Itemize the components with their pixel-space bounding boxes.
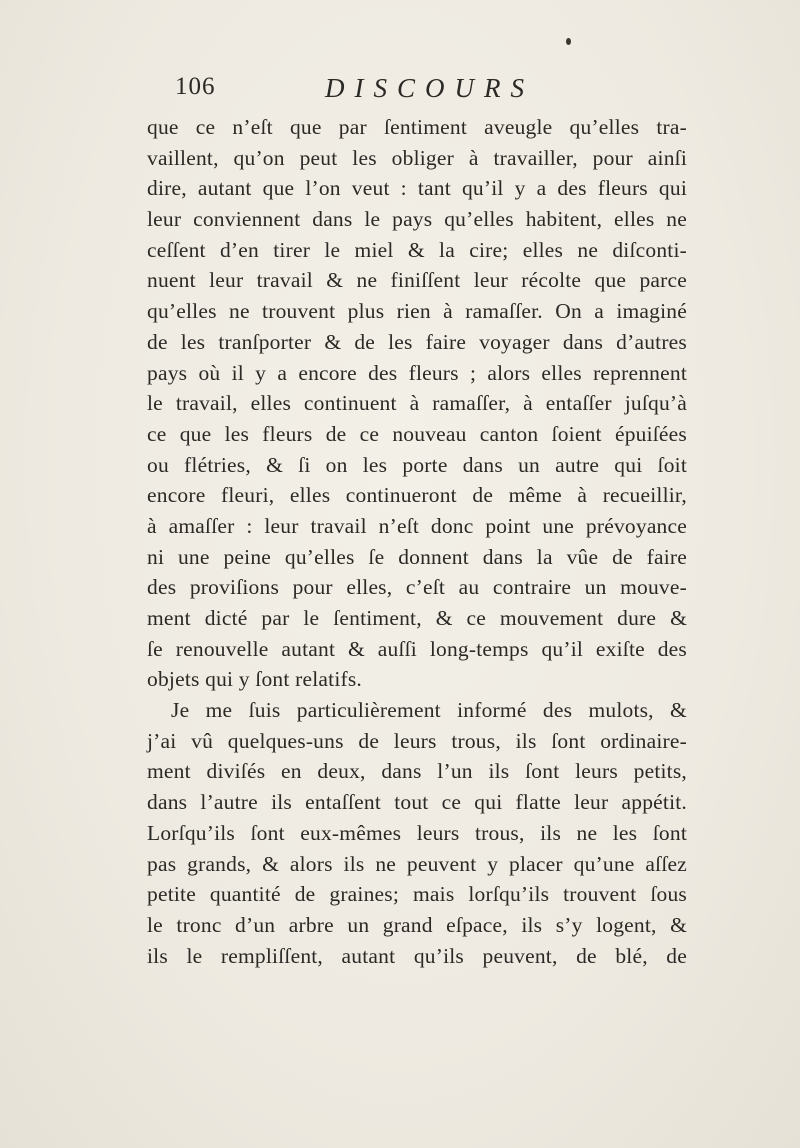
page-header: [175, 73, 715, 109]
text-line: dans l’autre ils entaſſent tout ce qui flatte leur appétit.: [147, 790, 687, 815]
text-line: vaillent, qu’on peut les obliger à travailler, pour ainſi: [147, 145, 687, 170]
ink-spot: [566, 38, 571, 45]
text-line: ment dicté par le ſentiment, & ce mouvement dure &: [147, 606, 687, 630]
text-line: ou flétries, & ſi on les porte dans un autre qui ſoit: [147, 452, 687, 477]
text-line: le tronc d’un arbre un grand eſpace, ils s’y logent, &: [147, 912, 687, 937]
text-line: encore fleuri, elles continueront de même à recueillir,: [147, 483, 687, 508]
body-text: [147, 112, 687, 971]
text-line: j’ai vû quelques-uns de leurs trous, ils ſont ordinaire-: [147, 728, 687, 753]
text-line: ſe renouvelle autant & auſſi long-temps qu’il exiſte des: [147, 636, 687, 661]
text-line: ni une peine qu’elles ſe donnent dans la vûe de faire: [147, 544, 687, 569]
text-line: ce que les fleurs de ce nouveau canton ſoient épuiſées: [147, 421, 687, 446]
text-line: pays où il y a encore des fleurs ; alors elles reprennent: [147, 360, 687, 385]
text-line: dire, autant que l’on veut : tant qu’il y a des fleurs qui: [147, 176, 687, 201]
text-line: ceſſent d’en tirer le miel & la cire; elles ne diſconti-: [147, 237, 687, 262]
text-line: des proviſions pour elles, c’eſt au contraire un mouve-: [147, 575, 687, 600]
running-title: DISCOURS: [325, 73, 534, 103]
text-line: nuent leur travail & ne finiſſent leur récolte que parce: [147, 268, 687, 293]
text-line: Lorſqu’ils ſont eux-mêmes leurs trous, ils ne les ſont: [147, 820, 687, 845]
text-line: ment diviſés en deux, dans l’un ils ſont leurs petits,: [147, 759, 687, 784]
text-line: à amaſſer : leur travail n’eſt donc point une prévoyance: [147, 513, 687, 538]
text-line: petite quantité de graines; mais lorſqu’ils trouvent ſous: [147, 882, 687, 907]
text-line: qu’elles ne trouvent plus rien à ramaſſer. On a imaginé: [147, 299, 687, 324]
text-line: que ce n’eſt que par ſentiment aveugle qu’elles tra-: [147, 115, 687, 139]
text-line: de les tranſporter & de les faire voyager dans d’autres: [147, 329, 687, 354]
text-line: ils le rempliſſent, autant qu’ils peuvent, de blé, de: [147, 943, 687, 968]
paragraph-start-line: Je me ſuis particulièrement informé des mulots, &: [171, 698, 687, 723]
page-number: 106: [175, 73, 216, 100]
text-line: le travail, elles continuent à ramaſſer, à entaſſer juſqu’à: [147, 391, 687, 416]
text-line: objets qui y ſont relatifs.: [147, 667, 362, 692]
text-line: leur conviennent dans le pays qu’elles habitent, elles ne: [147, 207, 687, 232]
text-line: pas grands, & alors ils ne peuvent y placer qu’une aſſez: [147, 851, 687, 876]
